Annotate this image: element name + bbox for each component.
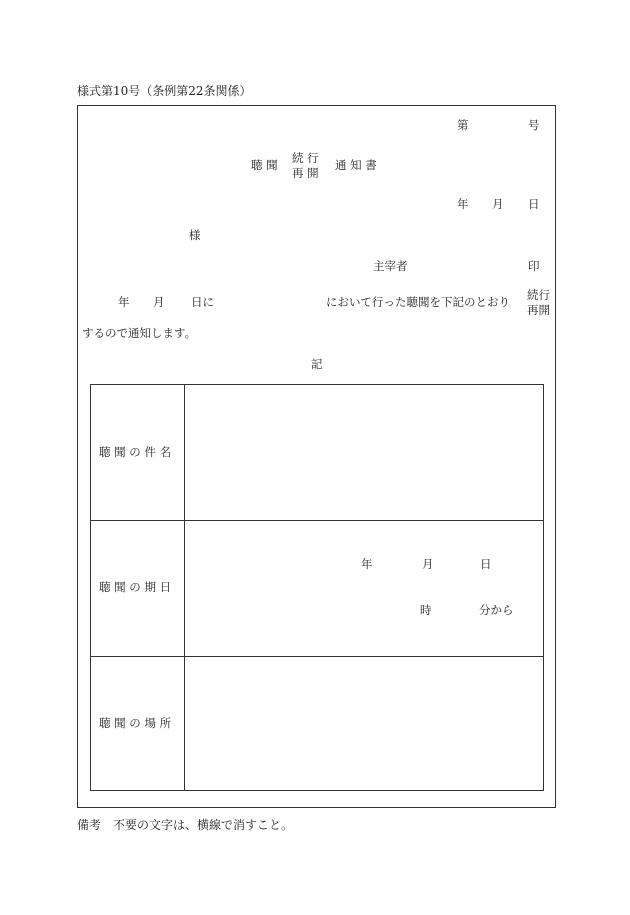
addressee-sama: 様 — [189, 228, 201, 242]
date-day: 日 — [528, 197, 540, 211]
row-label-place: 聴 聞 の 場 所 — [99, 716, 172, 730]
title-prefix: 聴 聞 — [251, 158, 278, 172]
form-reference: 様式第10号（条例第22条関係） — [77, 84, 252, 98]
hearing-date-year: 年 — [361, 557, 373, 571]
number-dai: 第 — [457, 118, 469, 132]
row-label-date: 聴 聞 の 期 日 — [99, 580, 172, 594]
body-month: 月 — [153, 295, 165, 309]
date-month: 月 — [492, 197, 504, 211]
hearing-date-month: 月 — [422, 557, 434, 571]
hearing-time-minute: 分から — [479, 603, 514, 617]
hearing-time-hour: 時 — [420, 603, 432, 617]
ki-heading: 記 — [311, 357, 323, 371]
presider-label: 主宰者 — [373, 259, 408, 273]
body-line-two: するので通知します。 — [82, 326, 197, 340]
table-row-divider — [91, 656, 543, 657]
body-option-continue: 続行 — [527, 288, 550, 302]
body-year: 年 — [118, 295, 130, 309]
body-day: 日に — [191, 295, 214, 309]
title-suffix: 通 知 書 — [335, 158, 377, 172]
body-middle: において行った聴聞を下記のとおり — [326, 295, 510, 309]
hearing-date-day: 日 — [480, 557, 492, 571]
seal-mark: 印 — [528, 259, 540, 273]
table-row-divider — [91, 520, 543, 521]
number-go: 号 — [528, 118, 540, 132]
title-option-resume: 再 開 — [292, 166, 319, 180]
details-table — [90, 384, 544, 791]
row-label-subject: 聴 聞 の 件 名 — [99, 445, 172, 459]
remarks-note: 備考 不要の文字は、横線で消すこと。 — [77, 818, 294, 832]
body-option-resume: 再開 — [527, 303, 550, 317]
title-option-continue: 続 行 — [292, 151, 319, 165]
date-year: 年 — [457, 197, 469, 211]
